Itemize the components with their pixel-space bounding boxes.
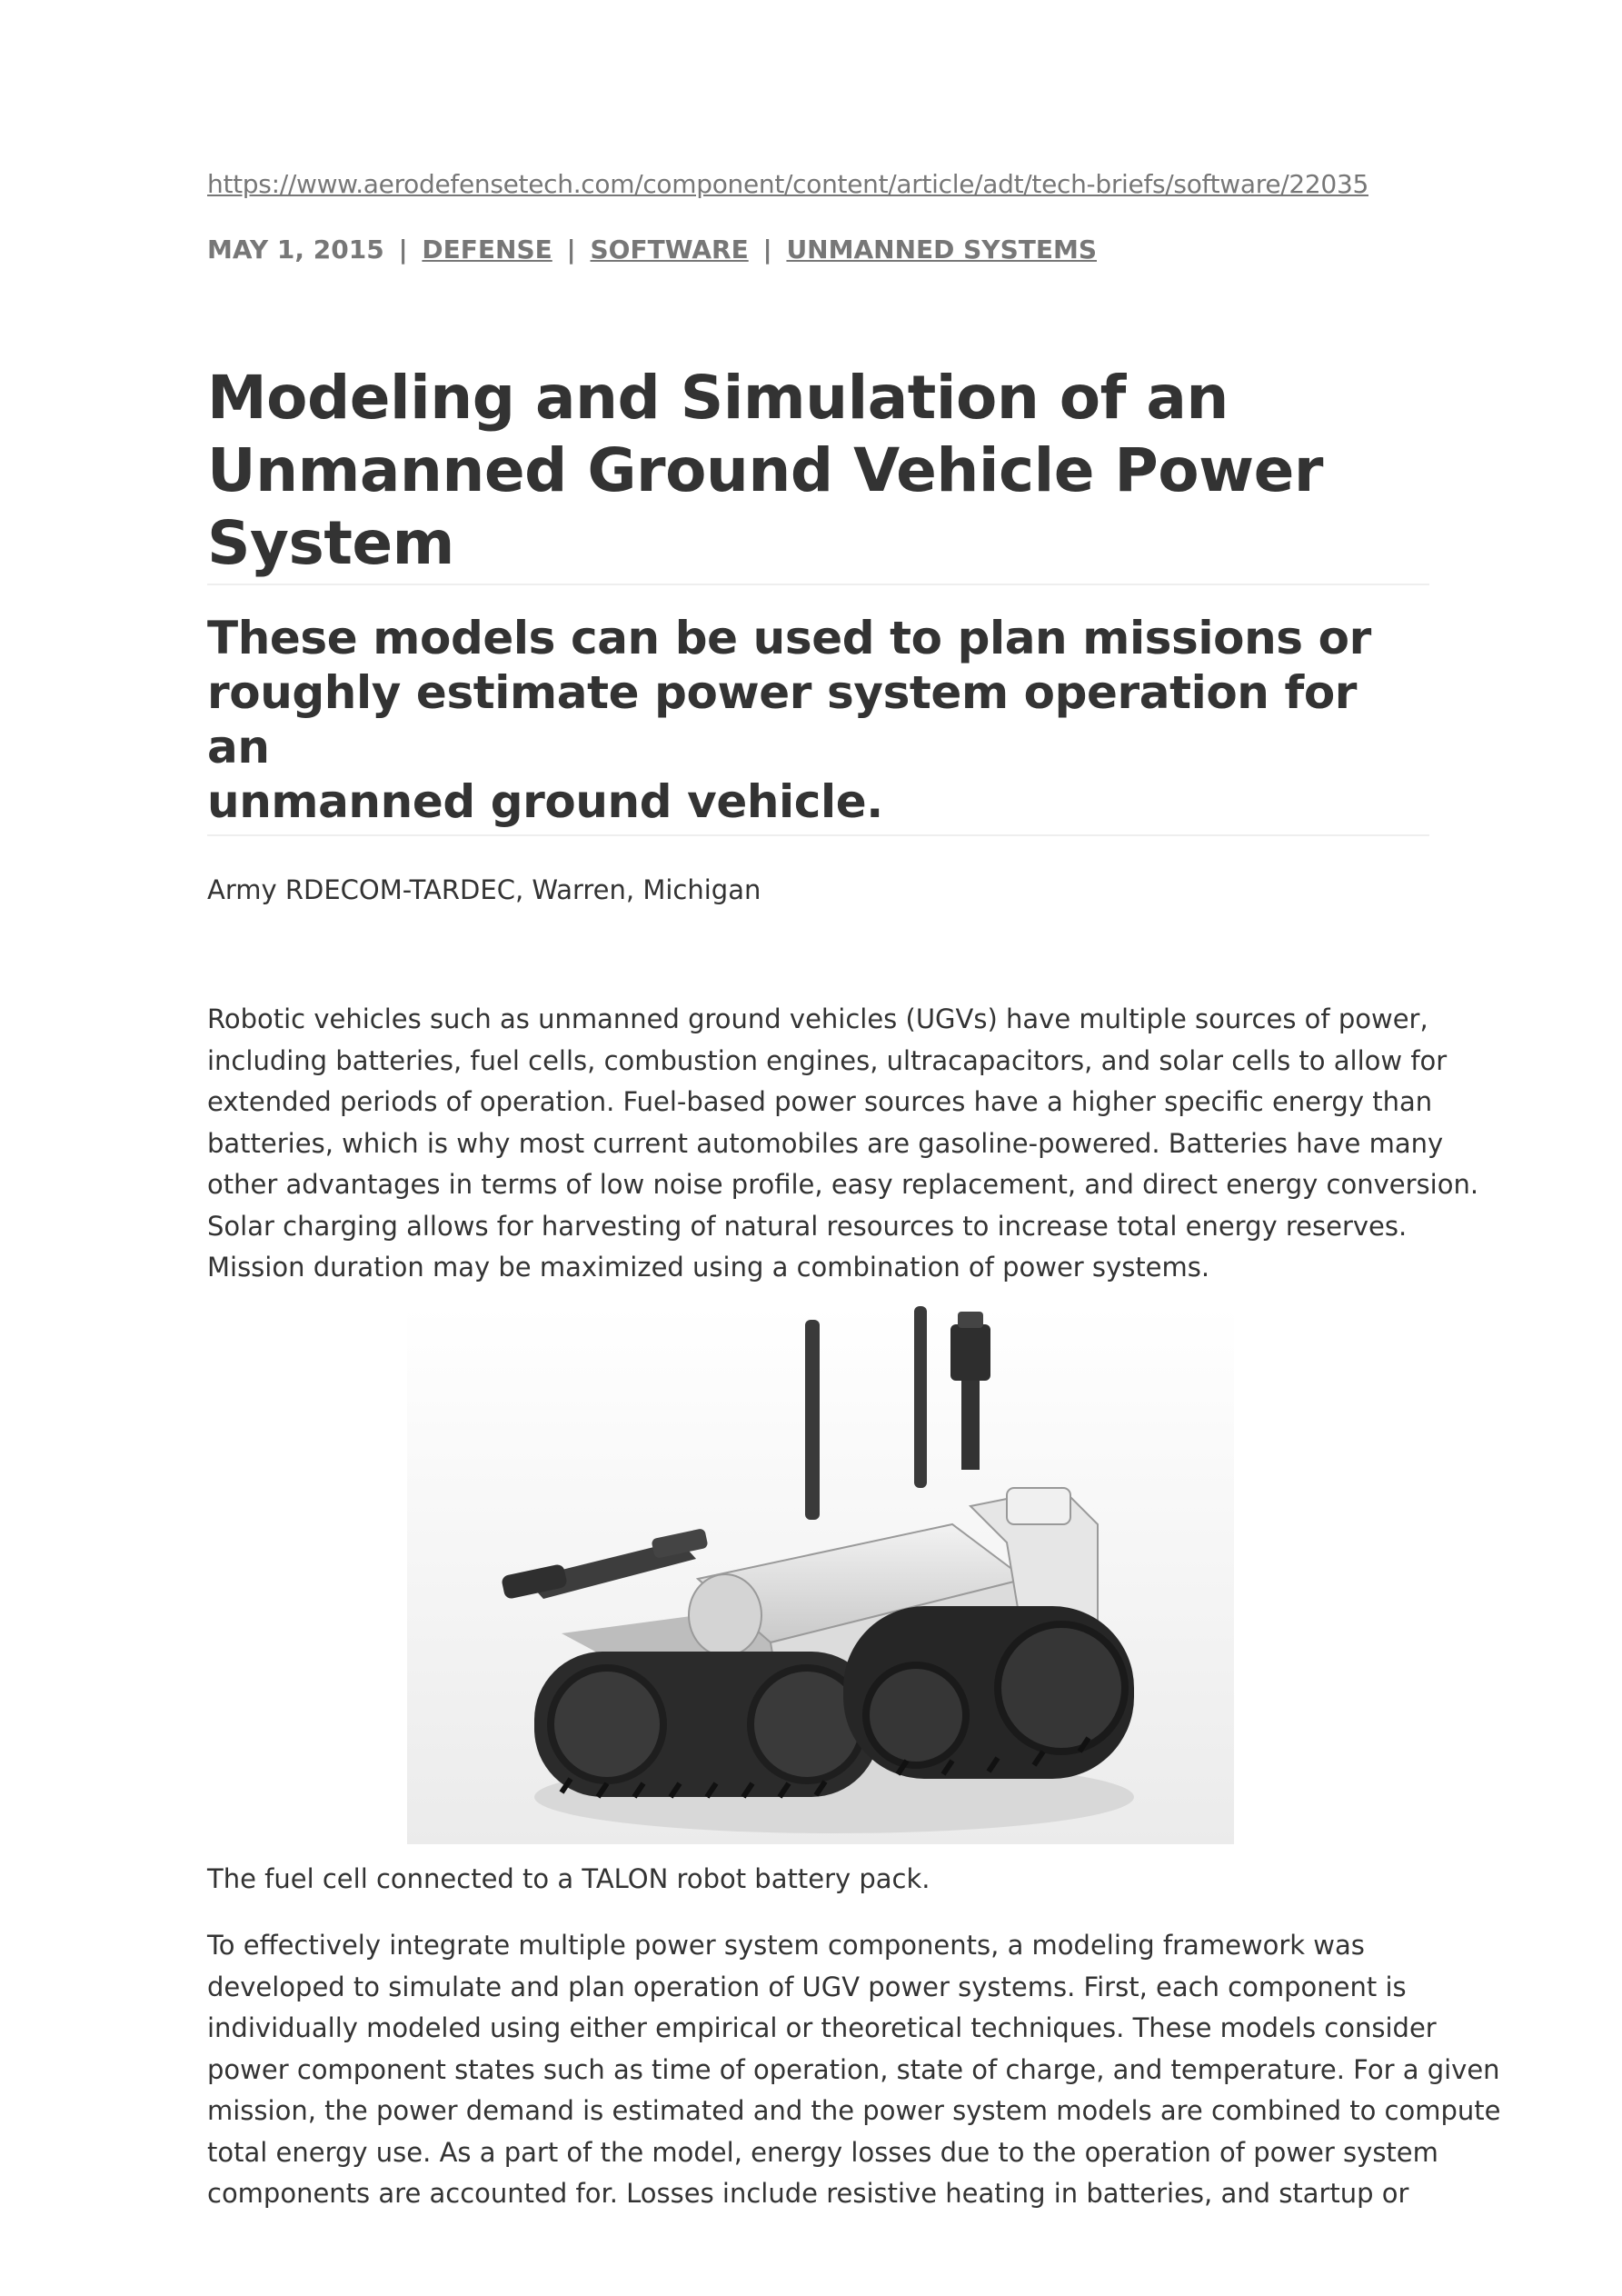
paragraph-line: including batteries, fuel cells, combustion engines, ultracapacitors, and solar cells to allow for xyxy=(207,1044,1448,1076)
paragraph-line: power component states such as time of operation, state of charge, and temperature. For a given xyxy=(207,2053,1500,2085)
category-link-defense[interactable]: DEFENSE xyxy=(422,235,552,265)
title-line: System xyxy=(207,508,454,578)
subtitle-line: unmanned ground vehicle. xyxy=(207,775,883,828)
subtitle-line: roughly estimate power system operation for an xyxy=(207,666,1358,774)
figure-caption: The fuel cell connected to a TALON robot battery pack. xyxy=(207,1863,930,1894)
title-line: Unmanned Ground Vehicle Power xyxy=(207,435,1323,505)
category-link-unmanned-systems[interactable]: UNMANNED SYSTEMS xyxy=(786,235,1097,265)
paragraph-line: extended periods of operation. Fuel-based power sources have a higher specific energy than xyxy=(207,1086,1433,1117)
category-link-software[interactable]: SOFTWARE xyxy=(590,235,749,265)
paragraph-line: batteries, which is why most current automobiles are gasoline-powered. Batteries have many xyxy=(207,1127,1444,1159)
article-title xyxy=(207,362,1429,585)
paragraph-line: developed to simulate and plan operation of UGV power systems. First, each component is xyxy=(207,1971,1407,2002)
body-paragraph-2 xyxy=(207,1925,1501,2215)
paragraph-line: Mission duration may be maximized using a combination of power systems. xyxy=(207,1252,1210,1283)
paragraph-line: To effectively integrate multiple power system components, a modeling framework was xyxy=(207,1930,1365,1961)
body-paragraph-1 xyxy=(207,999,1479,1289)
talon-robot-illustration xyxy=(407,1306,1234,1844)
publish-date: MAY 1, 2015 xyxy=(207,235,384,265)
paragraph-line: other advantages in terms of low noise profile, easy replacement, and direct energy conversion. xyxy=(207,1169,1479,1200)
title-line: Modeling and Simulation of an xyxy=(207,363,1229,433)
paragraph-line: components are accounted for. Losses include resistive heating in batteries, and startup or xyxy=(207,2178,1409,2209)
paragraph-line: individually modeled using either empirical or theoretical techniques. These models consider xyxy=(207,2012,1437,2043)
article-subtitle xyxy=(207,611,1429,836)
paragraph-line: total energy use. As a part of the model, energy losses due to the operation of power system xyxy=(207,2136,1438,2168)
paragraph-line: Solar charging allows for harvesting of natural resources to increase total energy reserves. xyxy=(207,1210,1408,1242)
robot-figure-image xyxy=(407,1306,1234,1844)
meta-separator: | xyxy=(398,235,408,265)
subtitle-line: These models can be used to plan missions or xyxy=(207,612,1371,664)
paragraph-line: Robotic vehicles such as unmanned ground vehicles (UGVs) have multiple sources of power, xyxy=(207,1003,1428,1034)
paragraph-line: mission, the power demand is estimated and the power system models are combined to compute xyxy=(207,2095,1501,2126)
meta-separator: | xyxy=(762,235,772,265)
article-meta xyxy=(207,235,1097,265)
meta-separator: | xyxy=(566,235,576,265)
article-author: Army RDECOM-TARDEC, Warren, Michigan xyxy=(207,874,761,905)
source-url-link[interactable]: https://www.aerodefensetech.com/component/content/article/adt/tech-briefs/software/22035 xyxy=(207,169,1368,199)
